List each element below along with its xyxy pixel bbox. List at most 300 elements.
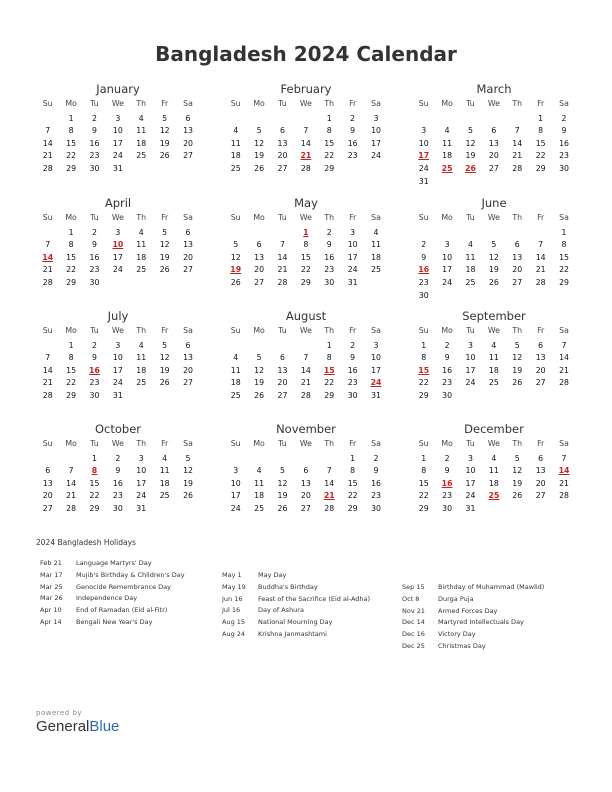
- holiday-name: Day of Ashura: [258, 606, 304, 615]
- day-cell: 21: [559, 478, 569, 488]
- holiday-name: Independence Day: [76, 594, 138, 603]
- day-cell: 19: [183, 478, 193, 488]
- weekday-label: Fr: [537, 213, 545, 222]
- day-cell: 6: [279, 353, 285, 363]
- day-cell: 20: [183, 252, 193, 262]
- day-cell: 27: [512, 277, 523, 287]
- day-cell: 8: [303, 240, 309, 250]
- day-cell: 25: [159, 491, 170, 501]
- weekday-label: Th: [512, 213, 523, 222]
- brand-part-blue: Blue: [89, 718, 120, 735]
- day-cell: 6: [514, 240, 520, 250]
- holiday-item: [40, 593, 185, 605]
- day-cell: 19: [254, 378, 265, 388]
- day-cell: 15: [66, 252, 77, 262]
- day-cell: 20: [535, 478, 546, 488]
- day-cell: 5: [467, 126, 473, 136]
- day-cell: 5: [162, 227, 168, 237]
- day-cell: 13: [535, 353, 546, 363]
- day-cell: 8: [421, 353, 427, 363]
- day-cell: 4: [233, 126, 239, 136]
- holiday-item: [402, 641, 544, 653]
- weekday-label: Th: [136, 439, 147, 448]
- weekday-label: Fr: [349, 213, 357, 222]
- day-cell: 2: [91, 113, 97, 123]
- day-cell: 10: [112, 353, 123, 363]
- day-cell: 15: [535, 138, 546, 148]
- empty-cell: [271, 113, 294, 126]
- day-cell: 9: [326, 240, 332, 250]
- weekday-label: Sa: [371, 99, 381, 108]
- holiday-name: Armed Forces Day: [438, 606, 498, 615]
- day-cell: 19: [159, 138, 170, 148]
- day-cell: 5: [279, 466, 285, 476]
- day-cell: 24: [136, 491, 147, 501]
- month-may: [224, 196, 388, 290]
- day-cell: 28: [277, 277, 288, 287]
- empty-cell: [271, 453, 294, 466]
- day-cell: 11: [136, 353, 147, 363]
- day-cell: 3: [373, 113, 379, 123]
- day-cell: 28: [535, 277, 546, 287]
- day-cell: 1: [561, 227, 567, 237]
- weekday-label: Th: [512, 99, 523, 108]
- day-cell: 16: [324, 252, 335, 262]
- day-cell: 27: [254, 277, 265, 287]
- day-cell: 23: [89, 378, 100, 388]
- holiday-day: 21: [300, 151, 312, 161]
- month-october: [36, 422, 200, 516]
- day-cell: 1: [91, 453, 97, 463]
- day-cell: 11: [159, 466, 170, 476]
- holiday-name: Victory Day: [438, 630, 476, 639]
- weekday-label: Mo: [253, 439, 265, 448]
- weekday-label: Th: [512, 439, 523, 448]
- weekday-label: We: [487, 213, 500, 222]
- day-cell: 27: [183, 151, 193, 161]
- holiday-item: [40, 605, 185, 617]
- weekday-label: Fr: [161, 439, 169, 448]
- day-cell: 24: [418, 163, 429, 173]
- weekday-label: Fr: [537, 99, 545, 108]
- day-cell: 24: [112, 378, 123, 388]
- holiday-date: Mar 25: [40, 582, 63, 591]
- day-cell: 21: [300, 378, 311, 388]
- day-cell: 14: [277, 252, 288, 262]
- day-cell: 23: [347, 151, 358, 161]
- day-cell: 2: [561, 113, 567, 123]
- empty-cell: [271, 227, 294, 240]
- day-cell: 6: [279, 126, 285, 136]
- page-title: Bangladesh 2024 Calendar: [155, 42, 457, 66]
- holidays-heading: 2024 Bangladesh Holidays: [36, 538, 136, 547]
- empty-cell: [247, 113, 270, 126]
- holiday-date: Dec 16: [402, 630, 425, 639]
- day-cell: 6: [185, 340, 191, 350]
- day-cell: 6: [491, 126, 497, 136]
- holiday-item: [402, 582, 544, 594]
- day-cell: 1: [421, 453, 427, 463]
- day-cell: 26: [488, 277, 499, 287]
- empty-cell: [435, 113, 458, 126]
- day-cell: 5: [256, 353, 262, 363]
- day-cell: 1: [326, 340, 332, 350]
- day-cell: 14: [559, 353, 569, 363]
- day-cell: 28: [66, 503, 77, 513]
- month-grid: [412, 98, 576, 188]
- holiday-date: Nov 21: [402, 606, 426, 615]
- day-cell: 7: [68, 466, 74, 476]
- month-december: [412, 422, 576, 516]
- weekday-label: We: [111, 213, 124, 222]
- weekday-label: We: [487, 439, 500, 448]
- day-cell: 28: [324, 503, 335, 513]
- weekday-label: Tu: [90, 326, 99, 335]
- day-cell: 1: [538, 113, 544, 123]
- holiday-date: Dec 25: [402, 641, 425, 650]
- day-cell: 12: [512, 466, 523, 476]
- holiday-column: [222, 570, 370, 641]
- day-cell: 27: [535, 491, 546, 501]
- holiday-name: Mujib's Birthday & Children's Day: [76, 570, 185, 579]
- day-cell: 25: [230, 163, 241, 173]
- day-cell: 29: [324, 163, 335, 173]
- day-cell: 26: [183, 491, 193, 501]
- month-name: August: [285, 309, 327, 323]
- empty-cell: [247, 340, 270, 353]
- day-cell: 10: [465, 353, 476, 363]
- day-cell: 9: [444, 353, 450, 363]
- day-cell: 13: [300, 478, 311, 488]
- day-cell: 5: [233, 240, 239, 250]
- holiday-item: [222, 570, 370, 582]
- holiday-day: 1: [303, 227, 309, 237]
- day-cell: 5: [162, 113, 168, 123]
- day-cell: 9: [91, 126, 97, 136]
- month-august: [224, 309, 388, 403]
- weekday-label: Mo: [441, 213, 453, 222]
- day-cell: 4: [444, 126, 450, 136]
- month-november: [224, 422, 388, 516]
- day-cell: 5: [514, 340, 520, 350]
- holiday-day: 10: [112, 240, 124, 250]
- day-cell: 31: [136, 503, 147, 513]
- holiday-item: [222, 617, 370, 629]
- month-name: October: [94, 422, 142, 436]
- day-cell: 9: [91, 353, 97, 363]
- day-cell: 3: [115, 227, 121, 237]
- day-cell: 16: [89, 138, 100, 148]
- day-cell: 2: [444, 453, 450, 463]
- weekday-label: Sa: [559, 99, 569, 108]
- day-cell: 2: [115, 453, 121, 463]
- weekday-label: Th: [324, 326, 335, 335]
- weekday-label: Sa: [371, 326, 381, 335]
- day-cell: 5: [162, 340, 168, 350]
- day-cell: 29: [324, 390, 335, 400]
- weekday-label: Mo: [65, 439, 77, 448]
- day-cell: 17: [465, 365, 476, 375]
- day-cell: 4: [373, 227, 379, 237]
- day-cell: 9: [350, 353, 356, 363]
- day-cell: 1: [421, 340, 427, 350]
- empty-cell: [412, 113, 435, 126]
- holiday-day: 15: [323, 365, 335, 375]
- weekday-label: We: [487, 326, 500, 335]
- day-cell: 20: [42, 491, 53, 501]
- weekday-label: Su: [418, 439, 429, 448]
- weekday-label: Su: [230, 213, 241, 222]
- day-cell: 28: [42, 277, 53, 287]
- empty-cell: [482, 113, 505, 126]
- holiday-item: [402, 594, 544, 606]
- day-cell: 26: [159, 265, 170, 275]
- weekday-label: Fr: [349, 99, 357, 108]
- day-cell: 30: [559, 163, 569, 173]
- day-cell: 9: [91, 240, 97, 250]
- day-cell: 18: [442, 151, 453, 161]
- holiday-name: End of Ramadan (Eid al-Fitr): [76, 606, 168, 615]
- holiday-name: Feast of the Sacrifice (Eid al-Adha): [258, 594, 371, 603]
- holiday-item: [402, 617, 544, 629]
- day-cell: 18: [371, 252, 381, 262]
- day-cell: 6: [256, 240, 262, 250]
- day-cell: 25: [136, 378, 147, 388]
- holiday-item: [222, 629, 370, 641]
- day-cell: 11: [465, 252, 476, 262]
- month-grid: [224, 212, 388, 290]
- weekday-label: We: [299, 213, 312, 222]
- day-cell: 8: [68, 240, 74, 250]
- day-cell: 12: [183, 466, 193, 476]
- holiday-name: Durga Puja: [438, 594, 474, 603]
- holiday-day: 19: [230, 265, 242, 275]
- day-cell: 23: [418, 277, 429, 287]
- day-cell: 25: [136, 151, 147, 161]
- day-cell: 14: [535, 252, 546, 262]
- month-name: December: [464, 422, 524, 436]
- day-cell: 18: [230, 378, 241, 388]
- empty-cell: [459, 113, 482, 126]
- day-cell: 19: [159, 365, 170, 375]
- day-cell: 21: [512, 151, 523, 161]
- day-cell: 15: [89, 478, 100, 488]
- day-cell: 6: [45, 466, 51, 476]
- weekday-label: Su: [42, 99, 53, 108]
- day-cell: 22: [347, 491, 358, 501]
- month-grid: [36, 325, 200, 403]
- holiday-item: [40, 558, 185, 570]
- weekday-label: Sa: [183, 439, 193, 448]
- empty-cell: [459, 227, 482, 240]
- day-cell: 21: [535, 265, 546, 275]
- day-cell: 22: [535, 151, 546, 161]
- day-cell: 9: [115, 466, 121, 476]
- weekday-label: Tu: [278, 326, 287, 335]
- month-name: September: [462, 309, 526, 323]
- day-cell: 2: [350, 113, 356, 123]
- day-cell: 10: [230, 478, 241, 488]
- day-cell: 19: [512, 365, 523, 375]
- holiday-name: Christmas Day: [438, 641, 486, 650]
- day-cell: 4: [467, 240, 473, 250]
- day-cell: 28: [559, 491, 569, 501]
- holiday-item: [222, 605, 370, 617]
- holiday-date: May 19: [222, 582, 246, 591]
- day-cell: 24: [465, 491, 476, 501]
- month-january: [36, 82, 200, 176]
- day-cell: 7: [303, 126, 309, 136]
- empty-cell: [247, 227, 270, 240]
- day-cell: 30: [324, 277, 335, 287]
- holiday-day: 25: [441, 163, 453, 173]
- empty-cell: [224, 453, 247, 466]
- day-cell: 4: [491, 453, 497, 463]
- day-cell: 18: [230, 151, 241, 161]
- weekday-label: Mo: [65, 326, 77, 335]
- day-cell: 18: [465, 265, 476, 275]
- day-cell: 11: [371, 240, 381, 250]
- day-cell: 3: [467, 453, 473, 463]
- day-cell: 28: [42, 390, 53, 400]
- holiday-date: Sep 15: [402, 583, 425, 591]
- day-cell: 4: [256, 466, 262, 476]
- day-cell: 3: [233, 466, 239, 476]
- weekday-label: We: [487, 99, 500, 108]
- day-cell: 16: [112, 478, 123, 488]
- holiday-day: 16: [441, 478, 453, 488]
- day-cell: 14: [42, 138, 53, 148]
- weekday-label: Tu: [90, 99, 99, 108]
- weekday-label: Th: [136, 326, 147, 335]
- empty-cell: [506, 227, 529, 240]
- day-cell: 14: [42, 365, 53, 375]
- day-cell: 12: [230, 252, 241, 262]
- day-cell: 24: [371, 151, 381, 161]
- weekday-label: We: [111, 326, 124, 335]
- day-cell: 12: [254, 365, 265, 375]
- day-cell: 17: [442, 265, 453, 275]
- weekday-label: Su: [230, 326, 241, 335]
- day-cell: 20: [277, 151, 288, 161]
- day-cell: 26: [254, 390, 265, 400]
- day-cell: 14: [512, 138, 523, 148]
- day-cell: 22: [66, 151, 77, 161]
- day-cell: 17: [112, 365, 123, 375]
- holiday-day: 17: [418, 151, 430, 161]
- day-cell: 30: [89, 277, 100, 287]
- day-cell: 23: [559, 151, 569, 161]
- day-cell: 18: [488, 365, 499, 375]
- day-cell: 8: [68, 126, 74, 136]
- holiday-day: 26: [465, 163, 476, 173]
- day-cell: 12: [159, 240, 170, 250]
- day-cell: 24: [230, 503, 241, 513]
- empty-cell: [36, 113, 59, 126]
- weekday-label: Fr: [349, 439, 357, 448]
- weekday-label: Th: [136, 213, 147, 222]
- day-cell: 26: [159, 151, 170, 161]
- day-cell: 10: [442, 252, 453, 262]
- day-cell: 5: [256, 126, 262, 136]
- holiday-date: Mar 17: [40, 570, 63, 579]
- day-cell: 31: [465, 503, 476, 513]
- holiday-item: [40, 582, 185, 594]
- day-cell: 8: [326, 126, 332, 136]
- empty-cell: [224, 340, 247, 353]
- weekday-label: Tu: [90, 439, 99, 448]
- day-cell: 22: [89, 491, 100, 501]
- day-cell: 4: [138, 113, 144, 123]
- day-cell: 7: [326, 466, 332, 476]
- weekday-label: Mo: [441, 439, 453, 448]
- day-cell: 31: [112, 163, 123, 173]
- day-cell: 18: [136, 252, 147, 262]
- day-cell: 24: [112, 265, 123, 275]
- day-cell: 22: [300, 265, 311, 275]
- empty-cell: [435, 227, 458, 240]
- empty-cell: [224, 113, 247, 126]
- day-cell: 14: [324, 478, 335, 488]
- day-cell: 26: [230, 277, 241, 287]
- day-cell: 2: [444, 340, 450, 350]
- day-cell: 22: [66, 378, 77, 388]
- day-cell: 23: [347, 378, 358, 388]
- day-cell: 10: [465, 466, 476, 476]
- day-cell: 11: [254, 478, 265, 488]
- holiday-date: Dec 14: [402, 618, 425, 627]
- holiday-date: Mar 26: [40, 594, 63, 603]
- day-cell: 27: [183, 378, 193, 388]
- day-cell: 25: [136, 265, 147, 275]
- day-cell: 5: [185, 453, 191, 463]
- weekday-label: Mo: [441, 326, 453, 335]
- day-cell: 26: [512, 378, 523, 388]
- holiday-name: Language Martyrs' Day: [76, 559, 152, 567]
- holiday-date: Aug 15: [222, 618, 246, 627]
- day-cell: 13: [42, 478, 53, 488]
- day-cell: 30: [347, 390, 358, 400]
- month-september: [412, 309, 576, 403]
- day-cell: 7: [538, 240, 544, 250]
- weekday-label: We: [111, 99, 124, 108]
- day-cell: 15: [66, 365, 77, 375]
- day-cell: 7: [514, 126, 520, 136]
- day-cell: 25: [230, 390, 241, 400]
- day-cell: 2: [91, 340, 97, 350]
- day-cell: 8: [68, 353, 74, 363]
- day-cell: 11: [230, 138, 241, 148]
- empty-cell: [247, 453, 270, 466]
- day-cell: 17: [465, 478, 476, 488]
- day-cell: 7: [279, 240, 285, 250]
- day-cell: 30: [89, 390, 100, 400]
- day-cell: 10: [136, 466, 147, 476]
- holiday-date: Apr 10: [40, 606, 62, 615]
- day-cell: 8: [350, 466, 356, 476]
- month-april: [36, 196, 200, 290]
- powered-by-text: powered by: [36, 709, 83, 717]
- day-cell: 24: [112, 151, 123, 161]
- day-cell: 11: [136, 126, 147, 136]
- weekday-label: Mo: [65, 99, 77, 108]
- weekday-label: Sa: [559, 326, 569, 335]
- day-cell: 22: [418, 378, 429, 388]
- month-june: [412, 196, 576, 302]
- day-cell: 26: [159, 378, 170, 388]
- day-cell: 4: [138, 227, 144, 237]
- day-cell: 21: [42, 378, 53, 388]
